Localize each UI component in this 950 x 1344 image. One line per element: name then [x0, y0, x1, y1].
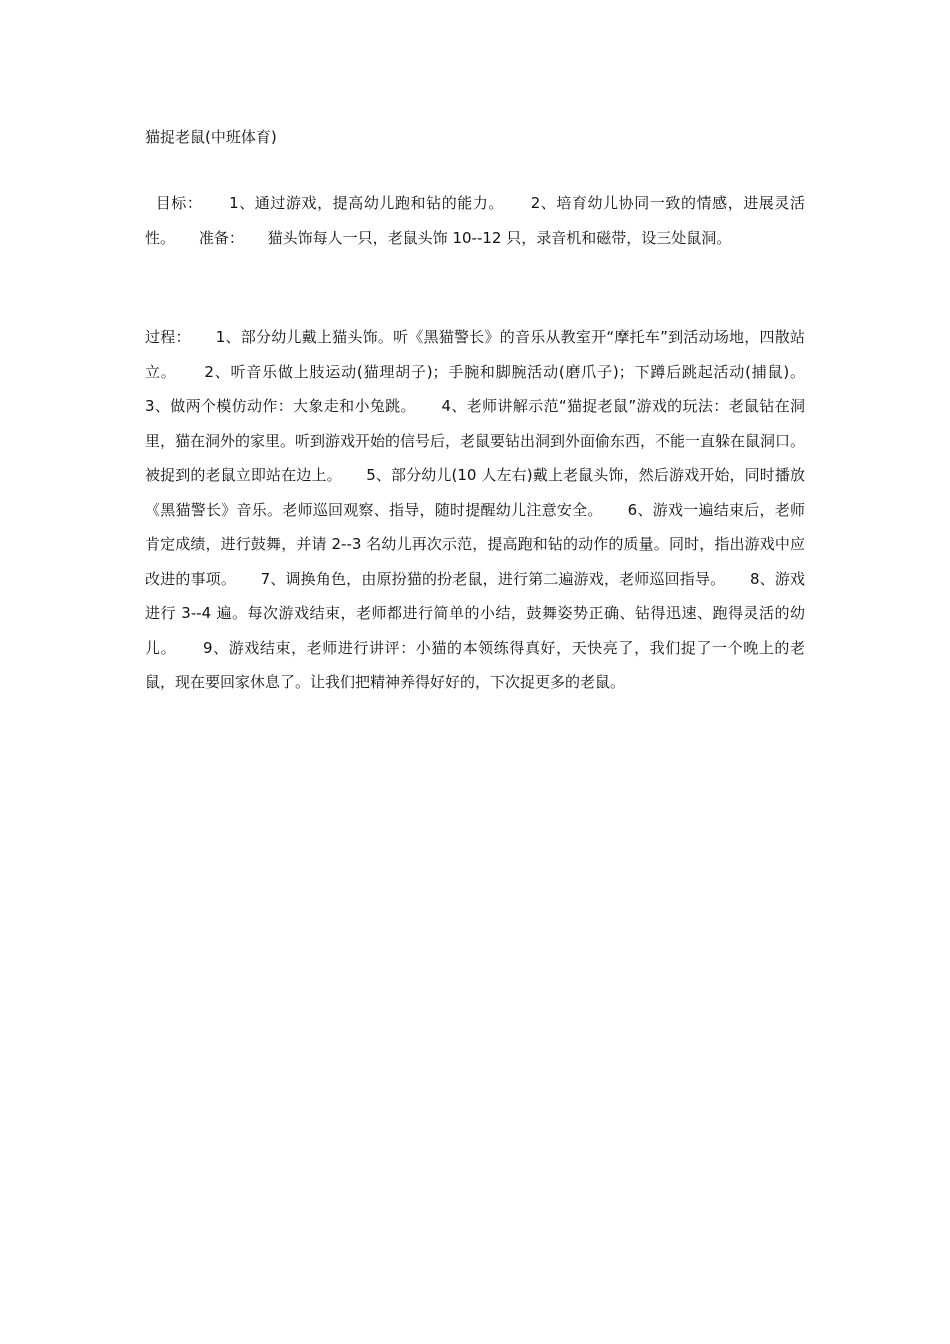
- document-title: 猫捉老鼠(中班体育): [145, 128, 277, 146]
- paragraph-goals-preparation: 目标： 1、通过游戏，提高幼儿跑和钻的能力。 2、培育幼儿协同一致的情感，进展灵活性。 准备： 猫头饰每人一只，老鼠头饰 10--12 只，录音机和磁带，设三处鼠洞。: [145, 194, 805, 247]
- paragraph-process: 过程： 1、部分幼儿戴上猫头饰。听《黑猫警长》的音乐从教室开“摩托车”到活动场地，四散站立。 2、听音乐做上肢运动(猫理胡子)；手腕和脚腕活动(磨爪子)；下蹲后跳起活动(捕鼠)。 3、做两个模仿动作：大象走和小兔跳。 4、老师讲解示范“猫捉老鼠”游戏的玩法：老鼠钻在洞里，猫在洞外的家里。听到游戏开始的信号后，老鼠要钻出洞到外面偷东西，不能一直躲在鼠洞口。被捉到的老鼠立即站在边上。 5、部分幼儿(10 人左右)戴上老鼠头饰，然后游戏开始，同时播放《黑猫警长》音乐。老师巡回观察、指导，随时提醒幼儿注意安全。 6、游戏一遍结束后，老师肯定成绩，进行鼓舞，并请 2--3 名幼儿再次示范，提高跑和钻的动作的质量。同时，指出游戏中应改进的事项。 7、调换角色，由原扮猫的扮老鼠，进行第二遍游戏，老师巡回指导。 8、游戏进行 3--4 遍。每次游戏结束，老师都进行简单的小结，鼓舞姿势正确、钻得迅速、跑得灵活的幼儿。 9、游戏结束，老师进行讲评：小猫的本领练得真好，天快亮了，我们捉了一个晚上的老鼠，现在要回家休息了。让我们把精神养得好好的，下次捉更多的老鼠。: [145, 328, 829, 691]
